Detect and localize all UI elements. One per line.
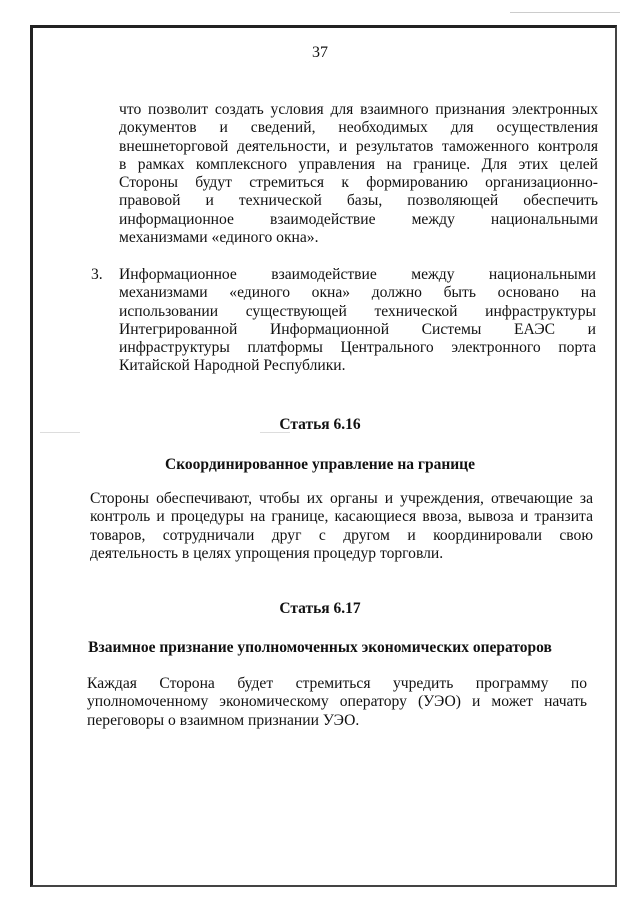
text-line: использовании существующей технической инфраструктуры [119,302,596,320]
text-line: инфраструктуры платформы Центрального электронного порта [119,339,596,357]
text-line: механизмами «единого окна». [119,229,319,247]
list-item-number: 3. [91,266,103,283]
article-616-body [90,490,593,563]
text-line: Интегрированной Информационной Системы ЕАЭС и [119,320,596,338]
text-line: Стороны будут стремиться к формированию организационно- [119,174,598,192]
text-line: Каждая Сторона будет стремиться учредить программу по [87,675,587,692]
text-line: Стороны обеспечивают, чтобы их органы и учреждения, отвечающие за [90,490,593,507]
list-item-3 [119,266,596,376]
text-line: Китайской Народной Республики. [119,357,346,375]
text-line: внешнеторговой деятельности, и результатов таможенного контроля [119,137,598,155]
text-line: переговоры о взаимном признании УЭО. [87,711,360,729]
article-617-title: Взаимное признание уполномоченных экономических операторов [88,639,552,656]
text-line: деятельность в целях упрощения процедур торговли. [90,544,444,562]
text-line: Информационное взаимодействие между национальными [119,266,596,283]
text-line: товаров, сотрудничали друг с другом и координировали свою [90,526,593,544]
text-line: что позволит создать условия для взаимного признания электронных [119,101,598,118]
article-617-label: Статья 6.17 [279,600,361,617]
article-616-label: Статья 6.16 [279,416,361,433]
page-number: 37 [312,44,328,61]
text-line: документов и сведений, необходимых для осуществления [119,119,598,137]
paragraph-continuation [119,101,598,247]
text-line: механизмами «единого окна» должно быть основано на [119,284,596,302]
article-617-body [87,675,587,730]
text-line: контроль и процедуры на границе, касающиеся ввоза, вывоза и транзита [90,508,593,526]
text-line: уполномоченному экономическому оператору (УЭО) и может начать [87,693,587,711]
article-616-title: Скоординированное управление на границе [165,456,475,473]
text-line: правовой и технической базы, позволяющей обеспечить [119,192,598,210]
scan-artifact-top [510,12,620,13]
text-line: информационное взаимодействие между национальными [119,210,598,228]
text-line: в рамках комплексного управления на границе. Для этих целей [119,155,598,173]
